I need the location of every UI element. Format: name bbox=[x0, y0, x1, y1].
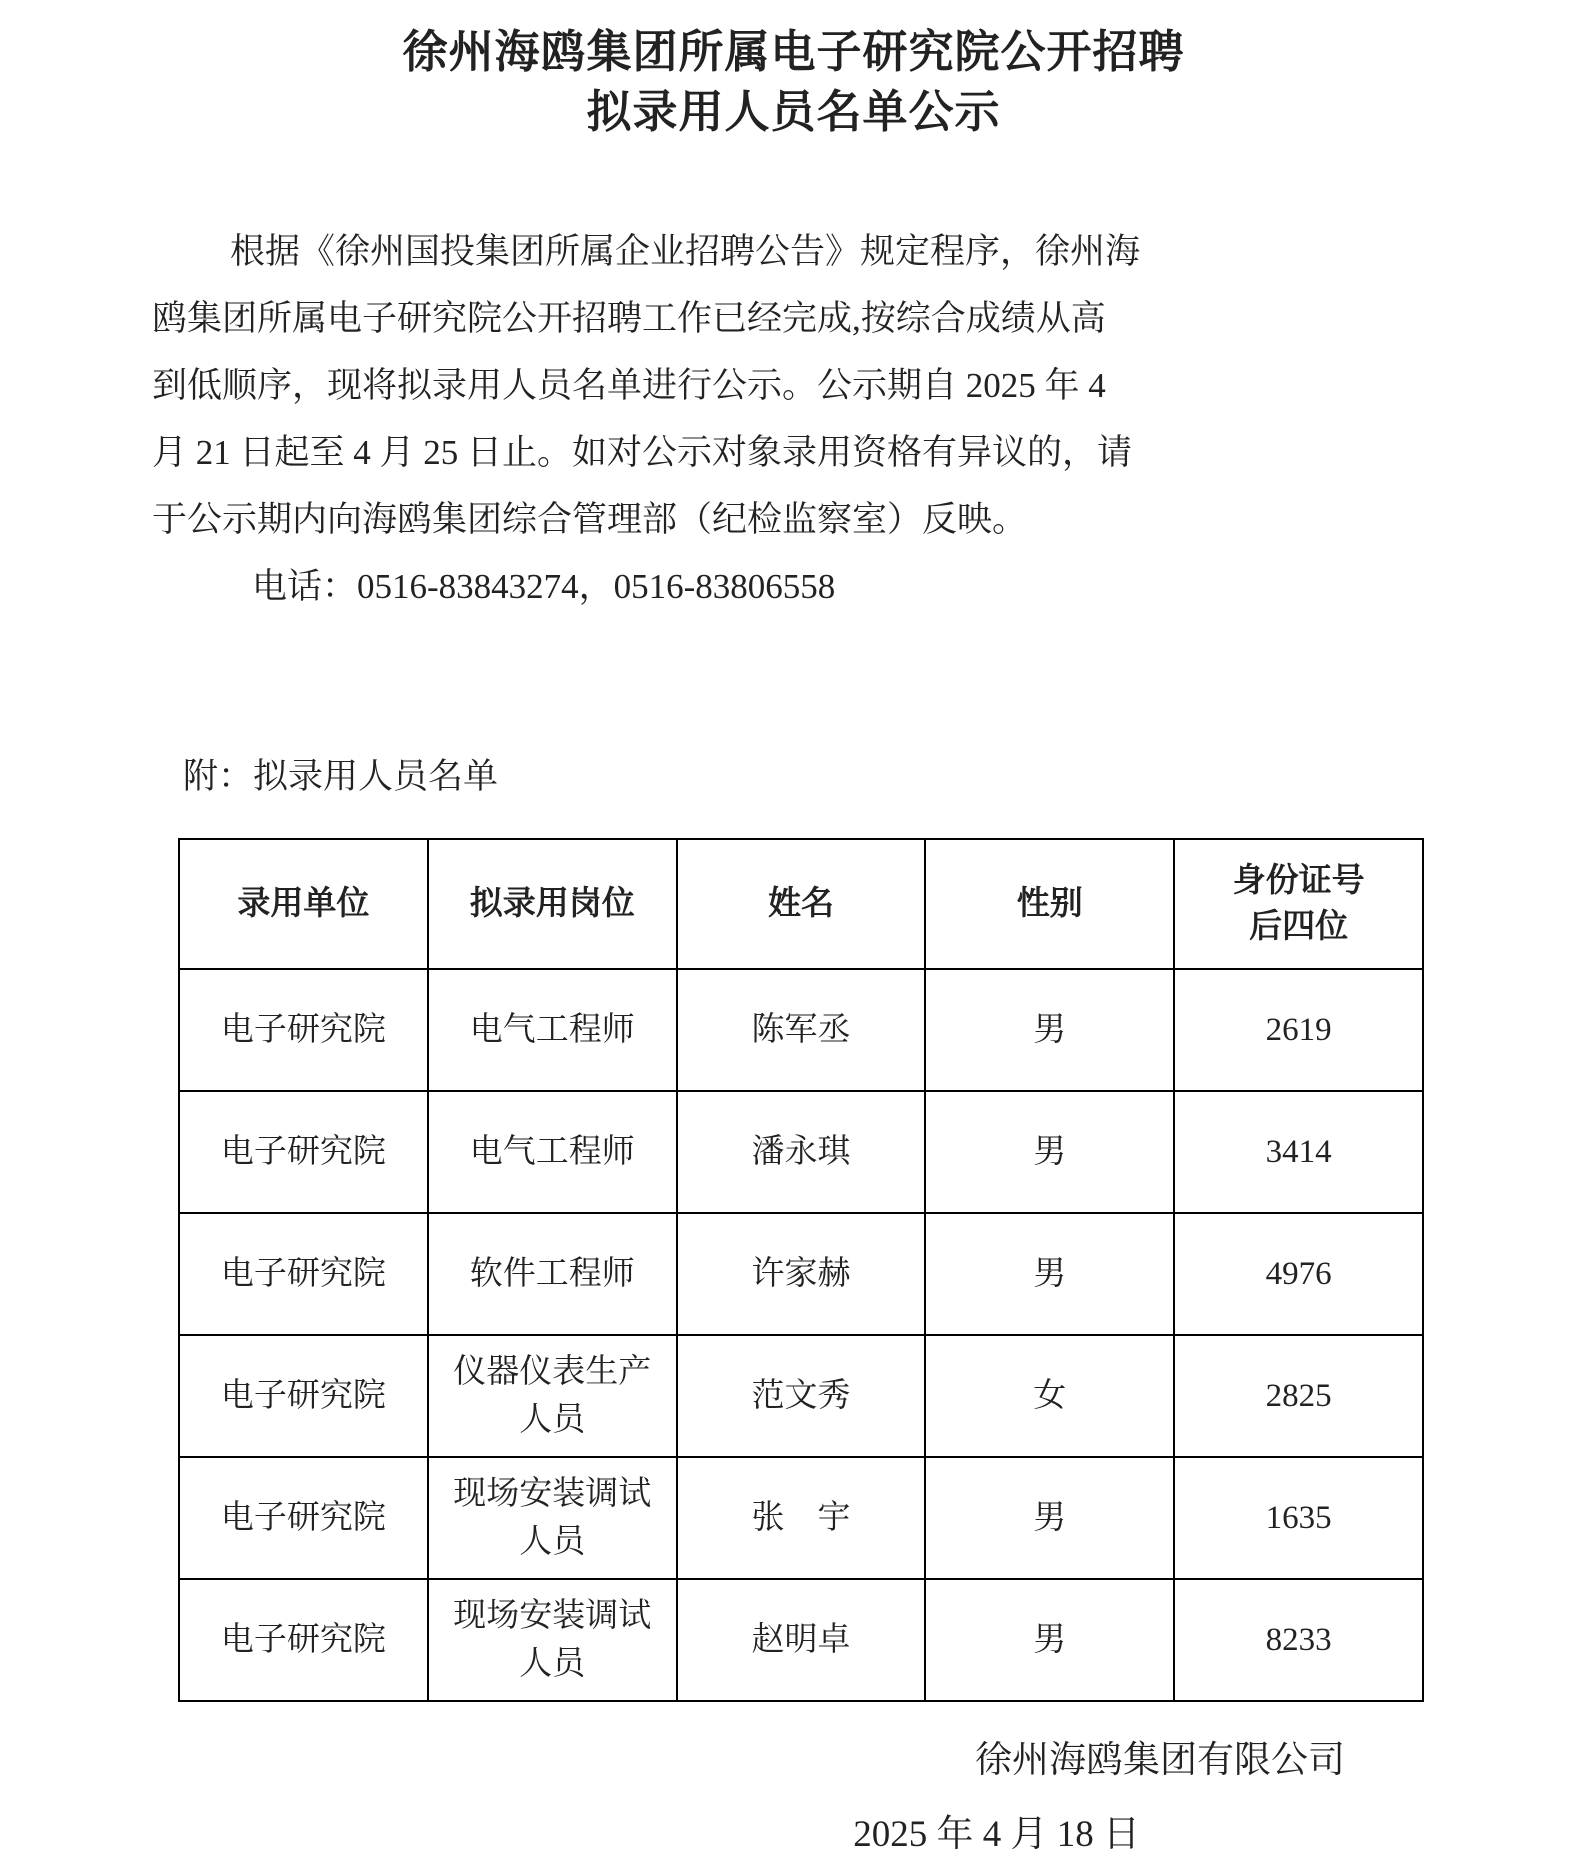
cell-name: 陈军丞 bbox=[677, 969, 926, 1091]
cell-unit: 电子研究院 bbox=[179, 1579, 428, 1701]
column-header-position: 拟录用岗位 bbox=[428, 839, 677, 969]
attachment-label: 附：拟录用人员名单 bbox=[183, 757, 499, 796]
cell-unit: 电子研究院 bbox=[179, 1457, 428, 1579]
table-header-row bbox=[179, 839, 1423, 969]
cell-unit: 电子研究院 bbox=[179, 1335, 428, 1457]
table-row bbox=[179, 1091, 1423, 1213]
paragraph-line: 根据《徐州国投集团所属企业招聘公告》规定程序，徐州海 bbox=[230, 232, 1141, 271]
cell-gender: 男 bbox=[925, 969, 1174, 1091]
cell-gender: 女 bbox=[925, 1335, 1174, 1457]
document-title-line2: 拟录用人员名单公示 bbox=[586, 87, 1001, 137]
cell-id-last4: 2825 bbox=[1174, 1335, 1423, 1457]
signature: 徐州海鸥集团有限公司 bbox=[975, 1740, 1345, 1781]
cell-position: 现场安装调试人员 bbox=[428, 1579, 677, 1701]
cell-unit: 电子研究院 bbox=[179, 1213, 428, 1335]
cell-unit: 电子研究院 bbox=[179, 1091, 428, 1213]
cell-position: 电气工程师 bbox=[428, 969, 677, 1091]
table-row bbox=[179, 1457, 1423, 1579]
column-header-gender: 性别 bbox=[925, 839, 1174, 969]
cell-gender: 男 bbox=[925, 1579, 1174, 1701]
cell-name: 潘永琪 bbox=[677, 1091, 926, 1213]
table-row bbox=[179, 1335, 1423, 1457]
cell-gender: 男 bbox=[925, 1457, 1174, 1579]
paragraph-line: 到低顺序，现将拟录用人员名单进行公示。公示期自 2025 年 4 bbox=[152, 366, 1106, 405]
cell-id-last4: 3414 bbox=[1174, 1091, 1423, 1213]
column-header-unit: 录用单位 bbox=[179, 839, 428, 969]
cell-position: 电气工程师 bbox=[428, 1091, 677, 1213]
cell-id-last4: 4976 bbox=[1174, 1213, 1423, 1335]
paragraph-line: 于公示期内向海鸥集团综合管理部（纪检监察室）反映。 bbox=[152, 500, 1028, 539]
cell-name: 张 宇 bbox=[677, 1457, 926, 1579]
column-header-id-line1: 身份证号 bbox=[1232, 863, 1365, 899]
paragraph-line: 月 21 日起至 4 月 25 日止。如对公示对象录用资格有异议的，请 bbox=[152, 433, 1133, 472]
column-header-name: 姓名 bbox=[677, 839, 926, 969]
cell-gender: 男 bbox=[925, 1091, 1174, 1213]
column-header-id-line2: 后四位 bbox=[1249, 909, 1349, 945]
cell-position: 仪器仪表生产人员 bbox=[428, 1335, 677, 1457]
cell-id-last4: 8233 bbox=[1174, 1579, 1423, 1701]
table-row bbox=[179, 1579, 1423, 1701]
table-row bbox=[179, 969, 1423, 1091]
document-title-line1: 徐州海鸥集团所属电子研究院公开招聘 bbox=[402, 27, 1185, 77]
roster-table-container bbox=[178, 838, 1424, 1702]
cell-id-last4: 1635 bbox=[1174, 1457, 1423, 1579]
phone-line: 电话：0516-83843274，0516-83806558 bbox=[252, 567, 836, 606]
table-row bbox=[179, 1213, 1423, 1335]
cell-name: 赵明卓 bbox=[677, 1579, 926, 1701]
cell-name: 范文秀 bbox=[677, 1335, 926, 1457]
cell-name: 许家赫 bbox=[677, 1213, 926, 1335]
cell-id-last4: 2619 bbox=[1174, 969, 1423, 1091]
cell-position: 现场安装调试人员 bbox=[428, 1457, 677, 1579]
roster-table bbox=[178, 838, 1424, 1702]
cell-unit: 电子研究院 bbox=[179, 969, 428, 1091]
column-header-id-last4 bbox=[1174, 839, 1423, 969]
cell-gender: 男 bbox=[925, 1213, 1174, 1335]
cell-position: 软件工程师 bbox=[428, 1213, 677, 1335]
paragraph-line: 鸥集团所属电子研究院公开招聘工作已经完成,按综合成绩从高 bbox=[152, 299, 1106, 338]
announcement-paragraph bbox=[152, 218, 1437, 620]
date: 2025 年 4 月 18 日 bbox=[853, 1814, 1140, 1855]
